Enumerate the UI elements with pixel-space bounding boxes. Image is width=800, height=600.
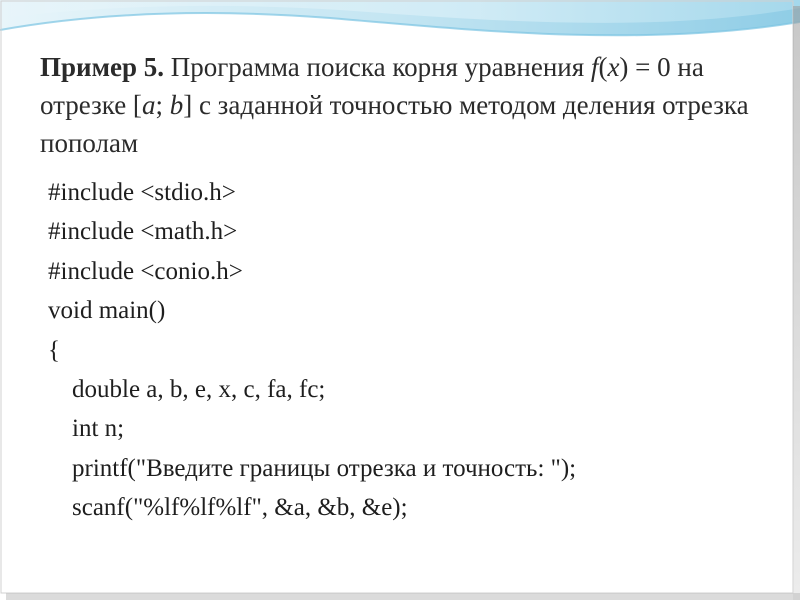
code-line-include-conio: #include <conio.h> (48, 257, 243, 285)
title-func-close: ) (619, 52, 629, 82)
title-func-x: x (607, 52, 620, 82)
frame-shadow-right (793, 6, 800, 600)
title-text-part3: ] с заданной точностью методом деления отрезка пополам (40, 90, 749, 158)
code-line-include-math: #include <math.h> (48, 218, 238, 246)
title-func-f: f (590, 52, 599, 82)
title-sep: ; (155, 90, 170, 120)
title-text-part1: Программа поиска корня уравнения (163, 52, 591, 82)
code-listing (48, 173, 576, 528)
code-line-scanf: scanf("%lf%lf%lf", &a, &b, &e); (72, 494, 408, 522)
slide-title (40, 48, 780, 162)
code-line-open-brace: { (48, 336, 60, 364)
title-text-part2: = 0 на отрезке [ (40, 52, 704, 120)
title-var-a: a (141, 90, 156, 120)
frame-shadow-bottom (6, 593, 800, 600)
code-line-printf: printf("Введите границы отрезка и точность: "); (72, 454, 577, 482)
title-lead: Пример 5. (40, 52, 164, 82)
code-line-main-signature: void main() (48, 297, 166, 325)
code-line-declare-doubles: double a, b, e, x, c, fa, fc; (72, 375, 326, 403)
code-line-include-stdio: #include <stdio.h> (48, 179, 236, 206)
code-line-declare-int: int n; (72, 415, 125, 443)
title-func-open: ( (598, 52, 608, 82)
title-var-b: b (169, 90, 184, 120)
